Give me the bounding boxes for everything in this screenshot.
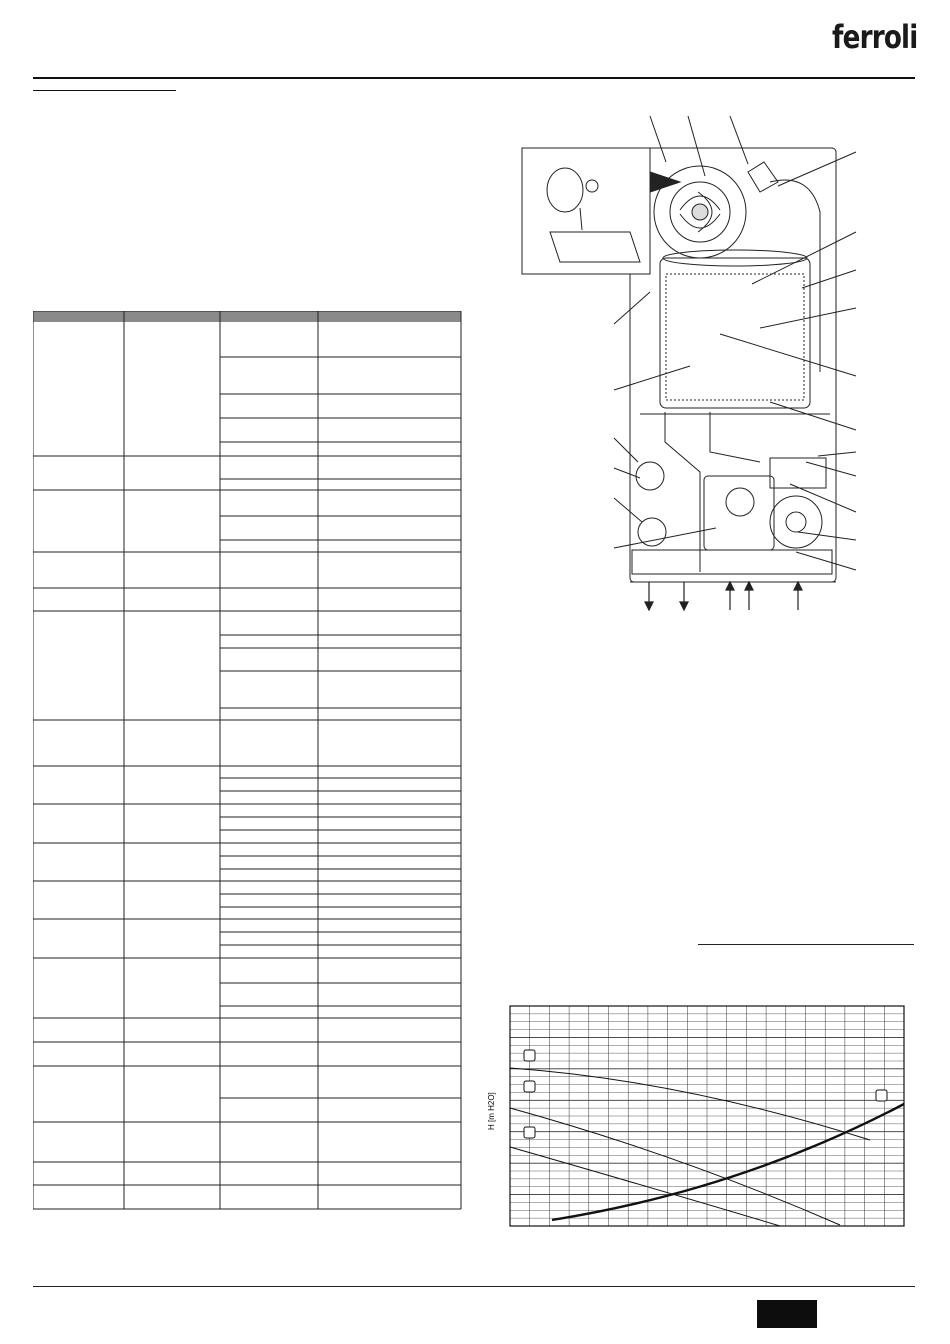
table-header-row: [33, 311, 461, 322]
flue-duct: [770, 180, 820, 372]
heat-exchanger: [660, 258, 810, 408]
ferroli-logo: [832, 18, 918, 60]
curve-marker-4: [876, 1090, 887, 1101]
circulating-pump: [770, 496, 822, 548]
pump-rotor: [638, 518, 666, 546]
gas-valve: [704, 476, 774, 550]
curve-speed-high: [510, 1068, 870, 1140]
technical-data-table: [33, 311, 463, 1211]
section-heading-underline: [33, 90, 176, 91]
curve-marker-1: [524, 1050, 535, 1061]
curve-speed-medium: [510, 1108, 840, 1225]
curve-speed-low: [510, 1147, 780, 1226]
water-pipes: [665, 412, 760, 572]
curve-marker-2: [524, 1081, 535, 1092]
flow-arrow-up-3: [794, 582, 802, 590]
header-rule: [33, 77, 915, 79]
flue-connection: [748, 162, 778, 192]
y-axis-label: H [m H2O]: [487, 1092, 496, 1130]
three-way-valve: [770, 458, 826, 488]
logo-text: ferroli: [832, 18, 918, 56]
fan-detail-inset: [522, 148, 650, 274]
page-number: [757, 1300, 817, 1328]
page-number-box: [757, 1300, 817, 1328]
expansion-vessel-gauge: [636, 462, 664, 490]
curve-marker-3: [524, 1127, 535, 1138]
flow-arrow-down-2: [680, 602, 688, 610]
flow-arrow-down-1: [645, 602, 653, 610]
chart-section-underline: [698, 944, 914, 945]
flow-arrow-up-1: [726, 582, 734, 590]
boiler-cutaway-diagram: [520, 112, 860, 622]
footer-rule: [33, 1286, 915, 1287]
flow-arrow-up-2: [745, 582, 753, 590]
pump-head-chart: [480, 990, 920, 1240]
